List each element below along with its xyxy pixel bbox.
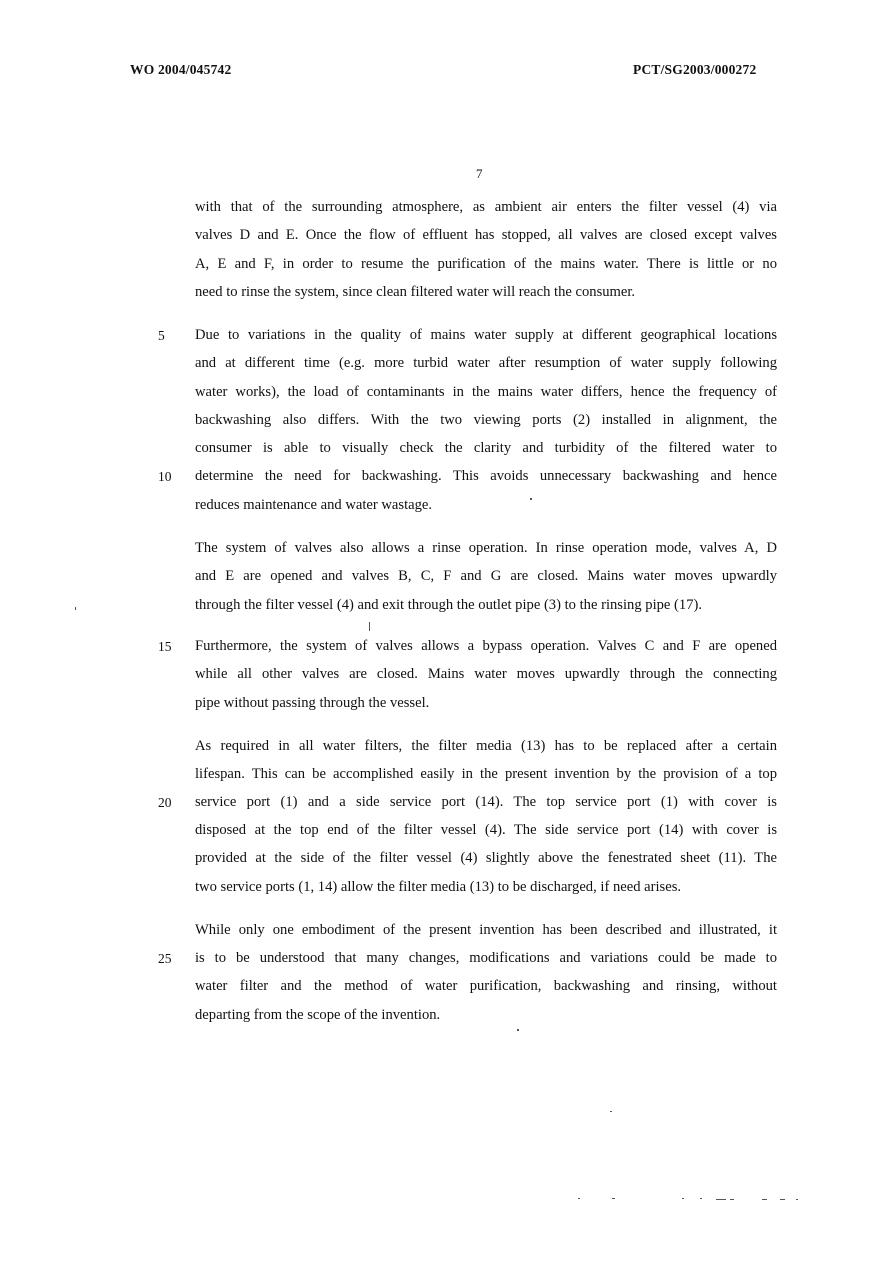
text-line: consumer is able to visually check the clarity and turbidity of the filtered water to <box>195 440 777 456</box>
line-number: 10 <box>158 469 172 484</box>
scan-artifact <box>517 1029 519 1031</box>
text-line: As required in all water filters, the filter media (13) has to be replaced after a certain <box>195 738 777 754</box>
scan-artifact <box>682 1198 684 1199</box>
text-line: valves D and E. Once the flow of effluent has stopped, all valves are closed except valves <box>195 227 777 243</box>
text-line: Due to variations in the quality of mains water supply at different geographical locations <box>195 327 777 343</box>
text-line: disposed at the top end of the filter vessel (4). The side service port (14) with cover is <box>195 822 777 838</box>
scan-artifact <box>780 1199 785 1200</box>
scan-artifact <box>762 1199 767 1200</box>
page-number: 7 <box>476 166 483 181</box>
scan-artifact <box>796 1199 798 1200</box>
scan-artifact <box>75 607 76 610</box>
scan-artifact <box>578 1198 580 1199</box>
scan-artifact <box>610 1111 612 1112</box>
scan-artifact <box>730 1199 734 1200</box>
text-line: pipe without passing through the vessel. <box>195 695 430 711</box>
text-line: service port (1) and a side service port (14). The top service port (1) with cover is <box>195 794 777 810</box>
application-number: PCT/SG2003/000272 <box>633 62 757 77</box>
text-line: determine the need for backwashing. This avoids unnecessary backwashing and hence <box>195 468 777 484</box>
text-line: departing from the scope of the invention. <box>195 1007 441 1023</box>
text-line: with that of the surrounding atmosphere, as ambient air enters the filter vessel (4) via <box>195 199 777 215</box>
text-line: Furthermore, the system of valves allows a bypass operation. Valves C and F are opened <box>195 638 777 654</box>
text-line: is to be understood that many changes, modifications and variations could be made to <box>195 950 777 966</box>
text-line: lifespan. This can be accomplished easily in the present invention by the provision of a top <box>195 766 777 782</box>
text-line: backwashing also differs. With the two viewing ports (2) installed in alignment, the <box>195 412 777 428</box>
line-number: 20 <box>158 795 172 810</box>
text-line: through the filter vessel (4) and exit through the outlet pipe (3) to the rinsing pipe (17). <box>195 597 703 613</box>
scan-artifact <box>716 1199 726 1200</box>
text-line: and E are opened and valves B, C, F and G are closed. Mains water moves upwardly <box>195 568 777 584</box>
scan-artifact <box>700 1198 702 1199</box>
line-number: 15 <box>158 639 172 654</box>
text-line: water works), the load of contaminants in the mains water differs, hence the frequency of <box>195 384 777 400</box>
text-line: water filter and the method of water purification, backwashing and rinsing, without <box>195 978 777 994</box>
scan-artifact <box>530 498 532 500</box>
text-line: The system of valves also allows a rinse operation. In rinse operation mode, valves A, D <box>195 540 777 556</box>
line-number: 25 <box>158 951 172 966</box>
text-line: provided at the side of the filter vessel (4) slightly above the fenestrated sheet (11). The <box>195 850 777 866</box>
text-line: reduces maintenance and water wastage. <box>195 497 433 513</box>
text-line: While only one embodiment of the present invention has been described and illustrated, it <box>195 922 777 938</box>
line-number: 5 <box>158 328 165 343</box>
text-line: A, E and F, in order to resume the purification of the mains water. There is little or no <box>195 256 777 272</box>
text-line: while all other valves are closed. Mains water moves upwardly through the connecting <box>195 666 777 682</box>
text-line: and at different time (e.g. more turbid water after resumption of water supply following <box>195 355 777 371</box>
scan-artifact <box>369 622 370 631</box>
publication-number: WO 2004/045742 <box>130 62 232 77</box>
text-line: two service ports (1, 14) allow the filter media (13) to be discharged, if need arises. <box>195 879 682 895</box>
text-line: need to rinse the system, since clean filtered water will reach the consumer. <box>195 284 636 300</box>
scan-artifact <box>612 1198 615 1199</box>
